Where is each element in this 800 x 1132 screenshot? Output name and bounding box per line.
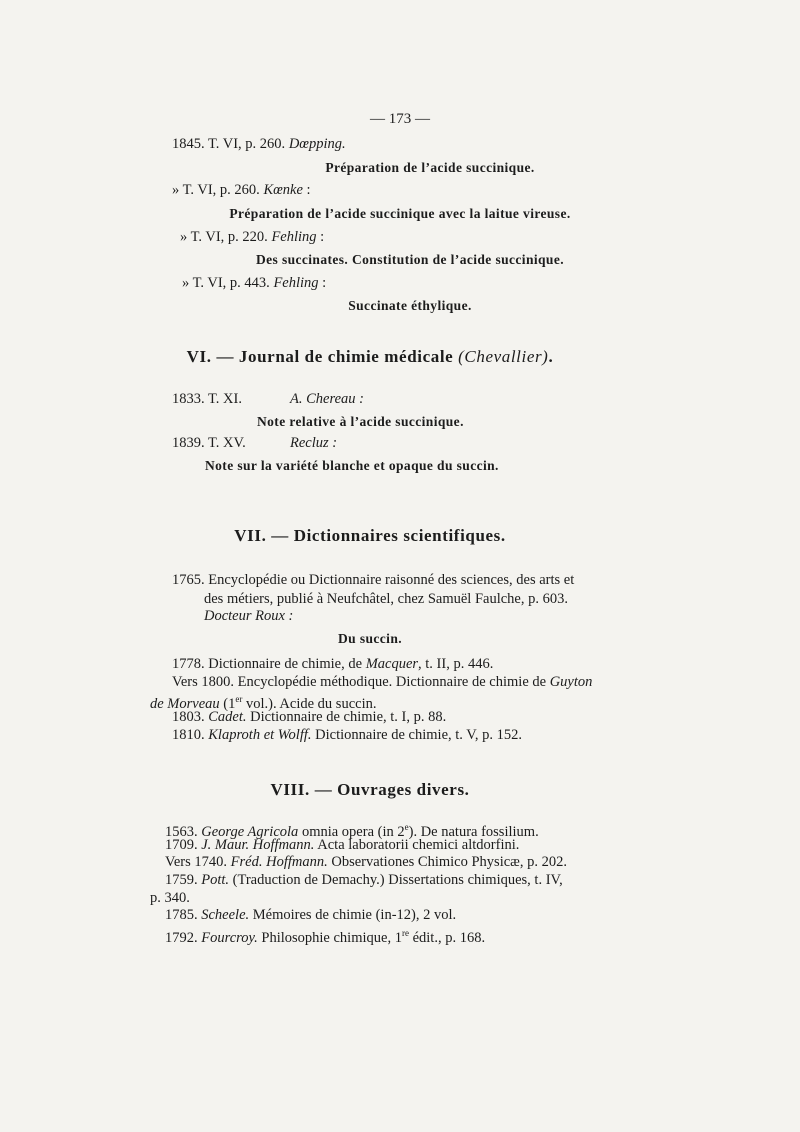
entry-1833-author: A. Chereau : — [290, 391, 364, 407]
entry-1845: 1845. T. VI, p. 260. Dœpping. — [172, 136, 346, 152]
entry-1839: 1839. T. XV. — [172, 435, 246, 451]
dict-1765-title: Du succin. — [338, 631, 403, 646]
divers-1740: Vers 1740. Fréd. Hoffmann. Observationes Chimico Physicæ, p. 202. — [165, 854, 567, 870]
entry-koenke-title: Préparation de l’acide succinique avec la laitue vireuse. — [229, 206, 571, 221]
entry-1845-title: Préparation de l’acide succinique. — [325, 160, 535, 175]
entry-fehling-1: » T. VI, p. 220. Fehling : — [180, 229, 325, 245]
entry-fehling-1-title: Des succinates. Constitution de l’acide succinique. — [255, 252, 565, 267]
dict-1765-line2: des métiers, publié à Neufchâtel, chez Samuël Faulche, p. 603. — [204, 591, 568, 607]
entry-1833: 1833. T. XI. — [172, 391, 242, 407]
entry-1833-title: Note relative à l’acide succinique. — [257, 414, 464, 429]
section-vii-heading: VII. — Dictionnaires scientifiques. — [234, 526, 506, 545]
page-number: — 173 — — [370, 111, 430, 127]
divers-1759-line2: p. 340. — [150, 890, 190, 906]
divers-1792: 1792. Fourcroy. Philosophie chimique, 1re édit., p. 168. — [165, 928, 486, 946]
dict-1803: 1803. Cadet. Dictionnaire de chimie, t. I, p. 88. — [172, 709, 447, 725]
entry-fehling-2-title: Succinate éthylique. — [348, 298, 472, 313]
entry-1839-author: Recluz : — [290, 435, 338, 451]
dict-1765-line1: 1765. Encyclopédie ou Dictionnaire raisonné des sciences, des arts et — [172, 572, 575, 588]
entry-fehling-2: » T. VI, p. 443. Fehling : — [182, 275, 327, 291]
divers-1709: 1709. J. Maur. Hoffmann. Acta laboratorii chemici altdorfini. — [165, 837, 520, 853]
dict-1800-line1: Vers 1800. Encyclopédie méthodique. Dictionnaire de chimie de Guyton — [172, 674, 593, 690]
entry-koenke: » T. VI, p. 260. Kœnke : — [172, 182, 311, 198]
divers-1785: 1785. Scheele. Mémoires de chimie (in-12), 2 vol. — [165, 907, 457, 923]
dict-1778: 1778. Dictionnaire de chimie, de Macquer, t. II, p. 446. — [172, 656, 494, 672]
section-viii-heading: VIII. — Ouvrages divers. — [270, 780, 470, 799]
dict-1765-author: Docteur Roux : — [204, 608, 294, 624]
entry-1839-title: Note sur la variété blanche et opaque du succin. — [205, 458, 499, 473]
divers-1759-line1: 1759. Pott. (Traduction de Demachy.) Dissertations chimiques, t. IV, — [165, 872, 563, 888]
section-vi-heading: VI. — Journal de chimie médicale (Chevallier). — [186, 347, 554, 366]
dict-1800-line2: de Morveau (1er vol.). Acide du succin. — [150, 694, 377, 712]
dict-1810: 1810. Klaproth et Wolff. Dictionnaire de chimie, t. V, p. 152. — [172, 727, 522, 743]
divers-1563: 1563. George Agricola omnia opera (in 2e). De natura fossilium. — [165, 822, 539, 840]
